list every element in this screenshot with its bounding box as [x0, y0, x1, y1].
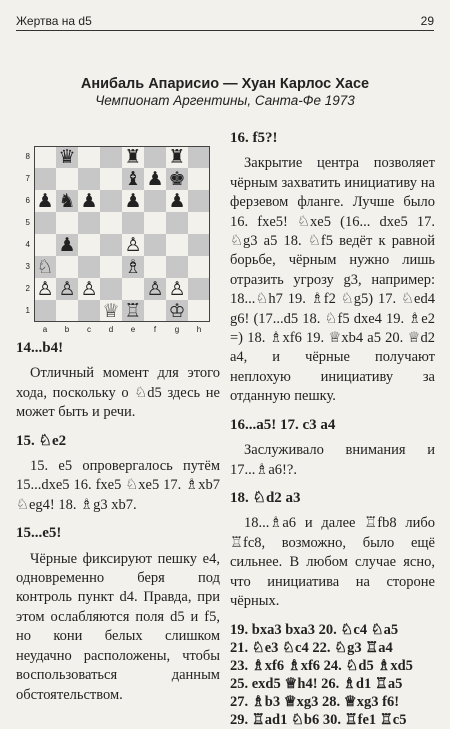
move-line: 29. ♖ad1 ♘b6 30. ♖fe1 ♖c5 [230, 712, 407, 729]
move-heading: 15. ♘e2 [16, 432, 67, 449]
move-line: 25. exd5 ♕h4! 26. ♗d1 ♖a5 [230, 676, 403, 693]
file-label: a [42, 325, 48, 334]
square-f2: ♙ [144, 278, 166, 300]
square-e4: ♙ [122, 234, 144, 256]
square-e8: ♜ [122, 146, 144, 168]
square-c3 [78, 256, 100, 278]
players: Анибаль Апарисио — Хуан Карлос Хасе [80, 76, 370, 92]
square-d1: ♕ [100, 300, 122, 322]
square-b3 [56, 256, 78, 278]
move-line: 23. ♗xf6 ♗xf6 24. ♘d5 ♗xd5 [230, 658, 413, 675]
square-a7 [34, 168, 56, 190]
move-heading: 16. f5?! [230, 130, 278, 146]
game-title [16, 76, 434, 108]
right-column [230, 120, 435, 729]
square-f6 [144, 190, 166, 212]
rank-label: 4 [25, 240, 30, 249]
square-b2: ♙ [56, 278, 78, 300]
square-h8 [188, 146, 210, 168]
commentary: Заслуживало внимания и 17...♗a6!?. [230, 442, 435, 478]
rank-label: 6 [25, 196, 30, 205]
square-b6: ♞ [56, 190, 78, 212]
square-a8 [34, 146, 56, 168]
square-c8 [78, 146, 100, 168]
file-label: d [108, 325, 114, 334]
commentary: 18...♗a6 и далее ♖fb8 либо ♖fc8, возможно, было ещё сильнее. В любом случае ясно, что инициатива на стороне чёрных. [230, 515, 435, 609]
square-f1 [144, 300, 166, 322]
square-d5 [100, 212, 122, 234]
square-g6: ♟ [166, 190, 188, 212]
square-e2 [122, 278, 144, 300]
square-e3: ♗ [122, 256, 144, 278]
move-line: 21. ♘e3 ♘c4 22. ♘g3 ♖a4 [230, 640, 393, 657]
square-e7: ♝ [122, 168, 144, 190]
file-label: g [174, 325, 180, 334]
rank-label: 7 [25, 174, 30, 183]
move-heading: 18. ♘d2 a3 [230, 489, 301, 506]
square-f5 [144, 212, 166, 234]
square-g1: ♔ [166, 300, 188, 322]
square-a2: ♙ [34, 278, 56, 300]
square-g3 [166, 256, 188, 278]
square-h4 [188, 234, 210, 256]
file-label: f [153, 325, 157, 334]
rank-label: 8 [25, 152, 30, 161]
file-label: h [196, 325, 202, 334]
rank-label: 3 [25, 262, 30, 271]
square-f4 [144, 234, 166, 256]
square-h7 [188, 168, 210, 190]
square-h6 [188, 190, 210, 212]
commentary: Закрытие центра позволяет чёрным захватить инициативу на ферзевом фланге. Лучше было 16. fxe5! ♘xe5 (16... dxe5 17. ♘g3 a5 18. ♘f5 ведёт к равной борьбе, чёрным нужно лишь отразить угрозу g3, например: 18...♘h7 19. ♗f2 ♘g5) 17. ♘ed4 g6! (17...d5 18. ♘f5 dxe4 19. ♗e2 =) 18. ♗xf6 19. ♕xb4 a5 20. ♕d2 a4, и чёрные получают неплохую инициативу за отданную пешку. [230, 155, 435, 405]
square-g4 [166, 234, 188, 256]
square-a3: ♘ [34, 256, 56, 278]
move-heading: 16...a5! 17. c3 a4 [230, 416, 336, 433]
square-e5 [122, 212, 144, 234]
move-line: 19. bxa3 bxa3 20. ♘c4 ♘a5 [230, 622, 399, 639]
square-b1 [56, 300, 78, 322]
square-c4 [78, 234, 100, 256]
square-f7: ♟ [144, 168, 166, 190]
commentary: 15. e5 опровергалось путём 15...dxe5 16. fxe5 ♘xe5 17. ♗xb7 ♘eg4! 18. ♗g3 xb7. [16, 458, 220, 513]
square-a1 [34, 300, 56, 322]
rank-label: 5 [25, 218, 30, 227]
square-h3 [188, 256, 210, 278]
square-f3 [144, 256, 166, 278]
square-d6 [100, 190, 122, 212]
square-h2 [188, 278, 210, 300]
square-f8 [144, 146, 166, 168]
square-g5 [166, 212, 188, 234]
square-a6: ♟ [34, 190, 56, 212]
square-d8 [100, 146, 122, 168]
moves-block [230, 621, 435, 729]
square-c7 [78, 168, 100, 190]
square-d4 [100, 234, 122, 256]
event: Чемпионат Аргентины, Санта-Фе 1973 [95, 93, 355, 108]
chapter-title: Жертва на d5 [16, 14, 92, 28]
square-c6: ♟ [78, 190, 100, 212]
move-heading: 15...e5! [16, 525, 62, 542]
file-label: c [87, 325, 91, 334]
file-label: e [130, 325, 136, 334]
running-header [16, 6, 434, 31]
square-d2 [100, 278, 122, 300]
square-b5 [56, 212, 78, 234]
square-g2: ♙ [166, 278, 188, 300]
square-b7 [56, 168, 78, 190]
square-a4 [34, 234, 56, 256]
square-h1 [188, 300, 210, 322]
square-h5 [188, 212, 210, 234]
square-b4: ♟ [56, 234, 78, 256]
page-number: 29 [420, 14, 434, 28]
square-c1 [78, 300, 100, 322]
file-label: b [64, 325, 70, 334]
square-e6: ♟ [122, 190, 144, 212]
move-line: 27. ♗b3 ♕xg3 28. ♕xg3 f6! [230, 694, 400, 711]
square-a5 [34, 212, 56, 234]
square-g8: ♜ [166, 146, 188, 168]
square-d7 [100, 168, 122, 190]
rank-label: 2 [25, 284, 30, 293]
square-c2: ♙ [78, 278, 100, 300]
square-b8: ♛ [56, 146, 78, 168]
commentary: Чёрные фиксируют пешку е4, одновременно беря под контроль пункт d4. Правда, при этом ослабляются поля d5 и f5, но кони белых слишком неудачно расположены, чтобы воспользоваться данным обстоятельством. [16, 550, 220, 703]
left-column [16, 330, 220, 705]
square-e1: ♖ [122, 300, 144, 322]
square-g7: ♚ [166, 168, 188, 190]
rank-label: 1 [25, 306, 30, 315]
commentary: Отличный момент для этого хода, поскольку о ♘d5 здесь не может быть и речи. [16, 365, 220, 421]
square-d3 [100, 256, 122, 278]
move-heading: 14...b4! [16, 340, 64, 356]
square-c5 [78, 212, 100, 234]
